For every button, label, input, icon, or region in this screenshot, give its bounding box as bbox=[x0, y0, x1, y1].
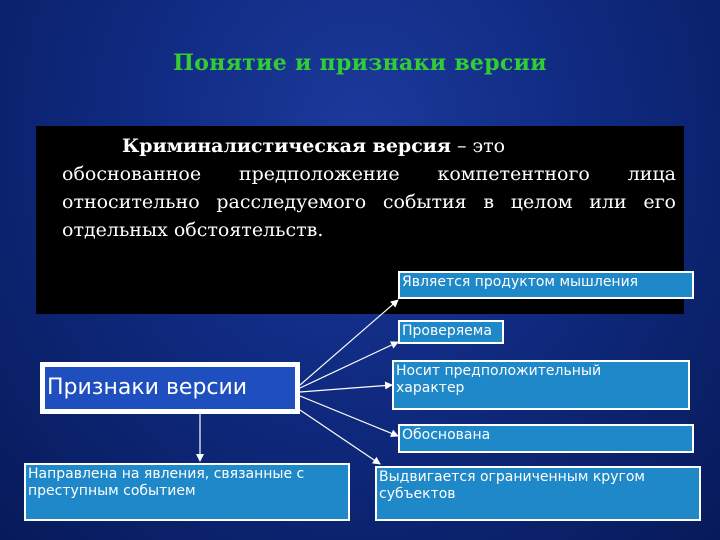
definition-term: Криминалистическая версия bbox=[122, 135, 451, 157]
feature-box: Обоснована bbox=[398, 424, 694, 453]
feature-box: Направлена на явления, связанные с преступным событием bbox=[24, 463, 350, 521]
feature-box: Носит предположительный характер bbox=[392, 360, 690, 410]
slide-title: Понятие и признаки версии bbox=[173, 50, 547, 76]
arrow-to-feature-1 bbox=[300, 300, 398, 385]
arrow-to-feature-6 bbox=[300, 410, 380, 464]
feature-box: Проверяема bbox=[398, 320, 504, 344]
definition-continuation: обоснованное предположение компетентного лица относительно расследуемого события в целом или его отдельных обстоятельств. bbox=[62, 163, 676, 241]
arrow-to-feature-4 bbox=[300, 396, 398, 436]
feature-box: Является продуктом мышления bbox=[398, 271, 694, 299]
main-label: Признаки версии bbox=[45, 367, 295, 409]
definition-dash: – это bbox=[450, 135, 506, 157]
main-label-frame bbox=[40, 362, 300, 414]
feature-box: Выдвигается ограниченным кругом субъектов bbox=[375, 466, 701, 521]
arrow-to-feature-2 bbox=[300, 342, 398, 388]
arrow-to-feature-3 bbox=[300, 385, 392, 392]
